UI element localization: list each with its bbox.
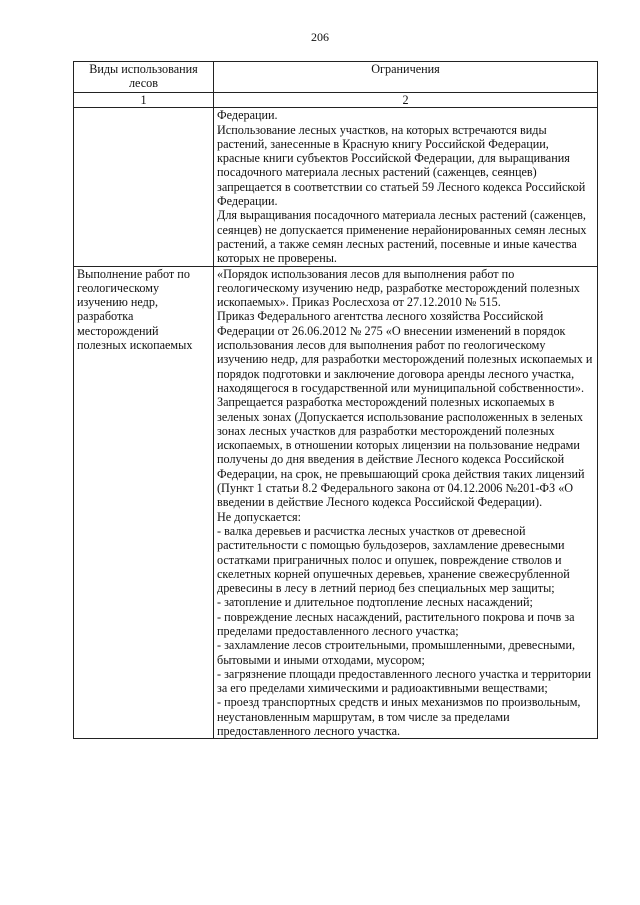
column-number-2: 2 xyxy=(214,93,598,108)
forest-use-type-cell xyxy=(74,108,214,266)
restriction-list-item: - затопление и длительное подтопление лесных насаждений; xyxy=(217,595,533,610)
forest-use-type-cell: Выполнение работ по геологическому изучению недр, разработка месторождений полезных ископаемых xyxy=(74,266,214,739)
restriction-paragraph: «Порядок использования лесов для выполнения работ по геологическому изучению недр, разработке месторождений полезных ископаемых». Приказ Рослесхоза от 27.12.2010 № 515. xyxy=(217,266,580,310)
column-number-row xyxy=(74,93,598,108)
restriction-paragraph: Запрещается разработка месторождений полезных ископаемых в зеленых зонах (Допускается использование расположенных в зеленых зонах лесных участков для разработки месторождений полезных ископаемых, в отношении которых лицензии на пользование недрами получены до дня введения в действие Лесного кодекса Российской Федерации, на срок, не превышающий срока действия таких лицензий (Пункт 1 статьи 8.2 Федерального закона от 04.12.2006 №201-ФЗ «О введении в действие Лесного кодекса Российской Федерации). xyxy=(217,395,585,510)
table-header-row xyxy=(74,62,598,93)
restriction-paragraph: Приказ Федерального агентства лесного хозяйства Российской Федерации от 26.06.2012 № 275 «О внесении изменений в порядок использования лесов для выполнения работ по геологическому изучению недр, для разработки месторождений полезных ископаемых и порядок подготовки и заключение договора аренды лесного участка, находящегося в государственной или муниципальной собственности». xyxy=(217,309,593,395)
restriction-list-item: - загрязнение площади предоставленного лесного участка и территории за его пределами химическими и радиоактивными веществами; xyxy=(217,666,591,696)
restrictions-cell xyxy=(214,108,598,266)
restrictions-cell xyxy=(214,266,598,739)
restriction-paragraph: Не допускается: xyxy=(217,509,302,524)
restriction-paragraph: Федерации. xyxy=(217,108,278,123)
restrictions-table xyxy=(73,61,598,739)
column-number-1: 1 xyxy=(74,93,214,108)
restriction-paragraph: Для выращивания посадочного материала лесных растений (саженцев, сеянцев) не допускается применение нерайонированных семян лесных растений, а также семян лесных растений, посевные и иные качества которых не проверены. xyxy=(217,208,587,266)
restriction-list-item: - валка деревьев и расчистка лесных участков от древесной растительности с помощью бульдозеров, захламление древесными остатками приграничных полос и опушек, повреждение стволов и скелетных корней опушечных деревьев, хранение свежесрубленной древесины в лесу в летний период без специальных мер защиты; xyxy=(217,523,570,596)
table-row xyxy=(74,266,598,739)
restriction-paragraph: Использование лесных участков, на которых встречаются виды растений, занесенные в Красную книгу Российской Федерации, красные книги субъектов Российской Федерации, для выращивания посадочного материала лесных растений (саженцев, сеянцев) запрещается в соответствии со статьей 59 Лесного кодекса Российской Федерации. xyxy=(217,122,586,209)
header-forest-use-types: Виды использования лесов xyxy=(74,62,214,93)
restriction-list-item: - проезд транспортных средств и иных механизмов по произвольным, неустановленным маршрутам, в том числе за пределами предоставленного лесного участка. xyxy=(217,695,581,739)
page-number: 206 xyxy=(311,30,329,44)
header-restrictions: Ограничения xyxy=(214,62,598,93)
restriction-list-item: - захламление лесов строительными, промышленными, древесными, бытовыми и иными отходами, мусором; xyxy=(217,638,576,667)
restriction-list-item: - повреждение лесных насаждений, растительного покрова и почв за пределами предоставленного лесного участка; xyxy=(217,609,575,638)
table-row xyxy=(74,108,598,266)
